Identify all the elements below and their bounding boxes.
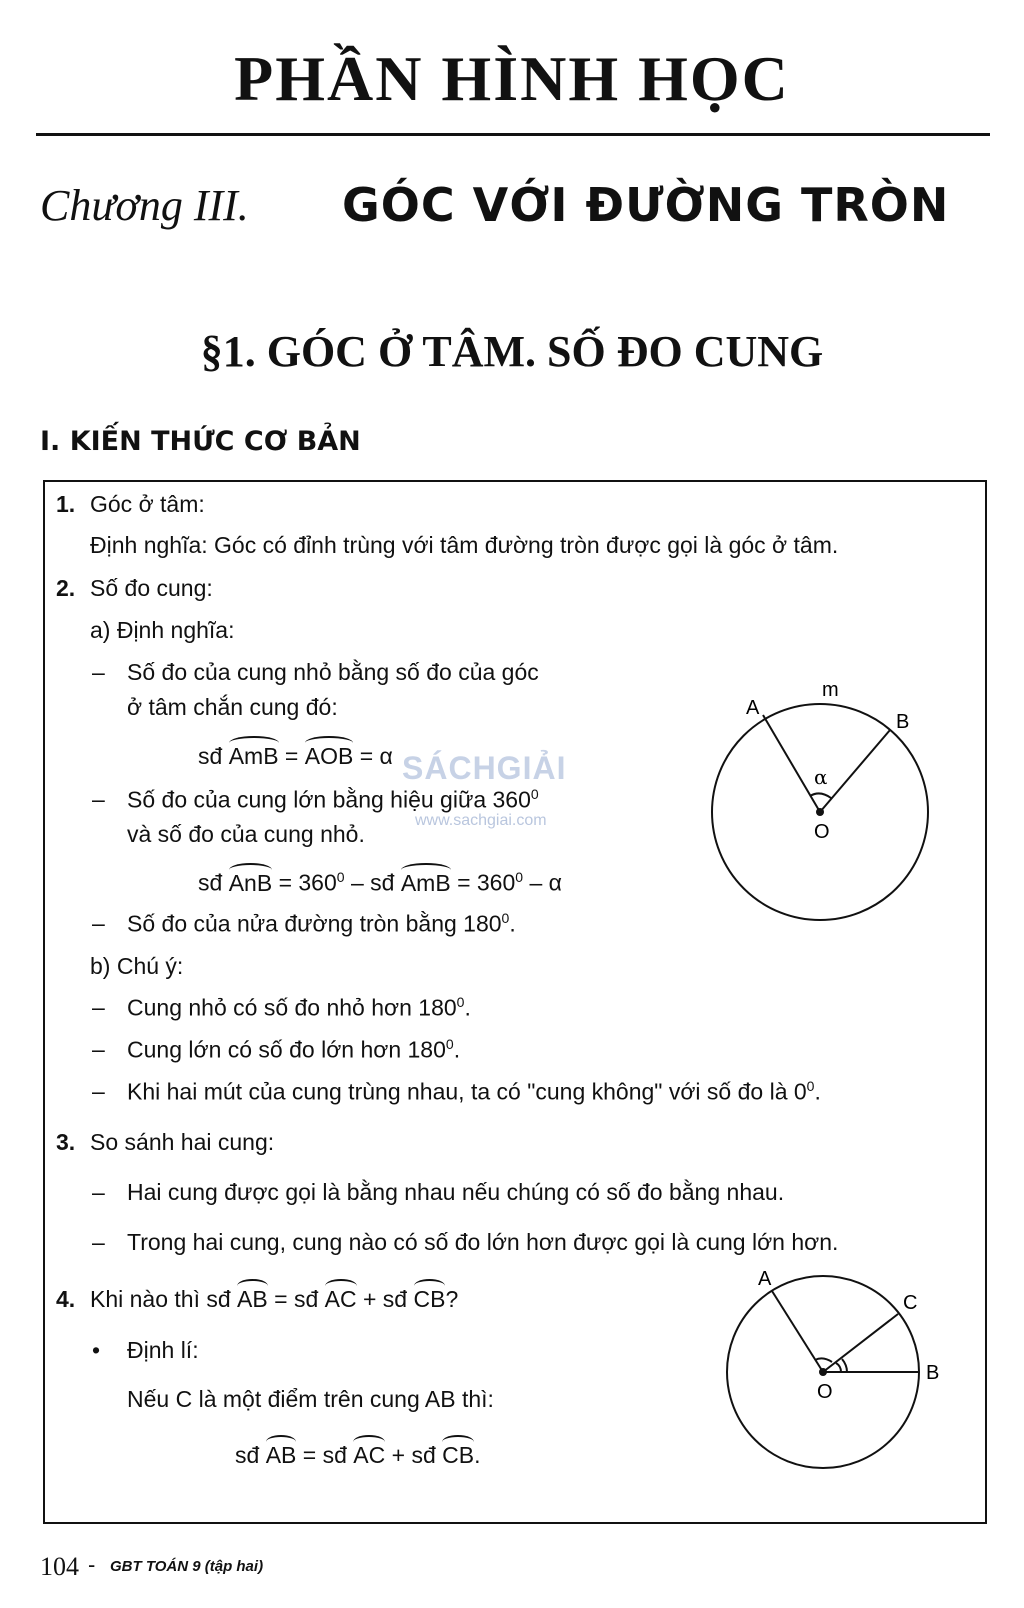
item4-question bbox=[90, 1286, 458, 1313]
item2-a2-text: Số đo của cung lớn bằng hiệu giữa 360 bbox=[127, 786, 531, 813]
sub-heading: I. KIẾN THỨC CƠ BẢN bbox=[40, 426, 361, 457]
theorem-plus: + sđ bbox=[391, 1442, 436, 1468]
degree-sup: 0 bbox=[445, 1036, 454, 1052]
dash: – bbox=[92, 786, 105, 812]
formula2-mid: = 360 bbox=[278, 869, 337, 896]
theorem-end: . bbox=[474, 1442, 481, 1468]
dash: – bbox=[92, 1036, 105, 1062]
formula2-alpha: – α bbox=[523, 869, 562, 896]
formula1-eq2: = α bbox=[359, 743, 393, 769]
radius-oa bbox=[763, 715, 820, 812]
figure-central-angle bbox=[700, 670, 950, 930]
item4-q-mid: = sđ bbox=[274, 1286, 319, 1312]
center-point bbox=[816, 808, 824, 816]
arc-ac: AC bbox=[324, 1286, 357, 1312]
item1-number: 1. bbox=[56, 491, 76, 517]
item3-c1: Hai cung được gọi là bằng nhau nếu chúng có số đo bằng nhau. bbox=[127, 1179, 785, 1205]
angle-mark-cob-1 bbox=[836, 1363, 841, 1372]
label-o: O bbox=[814, 821, 830, 843]
label-alpha: α bbox=[814, 765, 828, 789]
dash: – bbox=[92, 1179, 105, 1205]
label-c: C bbox=[903, 1292, 918, 1314]
part-title: PHẦN HÌNH HỌC bbox=[234, 43, 790, 114]
item2-b1-text: Cung nhỏ có số đo nhỏ hơn 180 bbox=[127, 994, 457, 1021]
dash: – bbox=[92, 659, 105, 685]
label-a: A bbox=[746, 697, 760, 719]
angle-mark-cob-2 bbox=[842, 1359, 847, 1372]
item4-q-plus: + sđ bbox=[362, 1286, 408, 1312]
arc-cb: CB bbox=[413, 1286, 446, 1312]
item1-title: Góc ở tâm: bbox=[90, 491, 205, 517]
page-number: 104 bbox=[40, 1552, 79, 1581]
watermark-url: www.sachgiai.com bbox=[415, 812, 547, 829]
dash: – bbox=[92, 1229, 105, 1255]
item3-title: So sánh hai cung: bbox=[90, 1129, 275, 1155]
degree-sup: 0 bbox=[515, 869, 524, 885]
formula2-end: = 360 bbox=[457, 869, 516, 896]
center-point-2 bbox=[819, 1368, 827, 1376]
item4-q-end: ? bbox=[445, 1286, 459, 1312]
item2-a1-line1: Số đo của cung nhỏ bằng số đo của góc bbox=[127, 659, 539, 685]
arc-ac-2: AC bbox=[353, 1442, 386, 1468]
theorem-formula bbox=[235, 1442, 480, 1469]
arc-anb: AnB bbox=[228, 869, 273, 896]
item2-a2-line2: và số đo của cung nhỏ. bbox=[127, 821, 365, 847]
chapter-title: GÓC VỚI ĐƯỜNG TRÒN bbox=[342, 178, 950, 232]
formula2 bbox=[198, 869, 562, 897]
formula1 bbox=[198, 743, 393, 770]
theorem-sd: sđ bbox=[235, 1442, 260, 1468]
item2-b3-text: Khi hai mút của cung trùng nhau, ta có "cung không" với số đo là 0 bbox=[127, 1078, 807, 1105]
theorem-mid: = sđ bbox=[302, 1442, 347, 1468]
radius-oc bbox=[823, 1314, 898, 1372]
chapter-label: Chương III. bbox=[40, 181, 249, 230]
item2-b2-text: Cung lớn có số đo lớn hơn 180 bbox=[127, 1036, 446, 1063]
item3-c2: Trong hai cung, cung nào có số đo lớn hơn được gọi là cung lớn hơn. bbox=[127, 1229, 839, 1255]
arc-cb-2: CB bbox=[442, 1442, 475, 1468]
bullet: • bbox=[92, 1337, 101, 1363]
label-b-2: B bbox=[926, 1362, 940, 1384]
degree-sup: 0 bbox=[501, 910, 510, 926]
item2-b2: Cung lớn có số đo lớn hơn $180^0$. bbox=[127, 1036, 461, 1063]
radius-ob bbox=[820, 730, 890, 812]
item2-a-label: a) Định nghĩa: bbox=[90, 617, 235, 643]
item2-b1: Cung nhỏ có số đo nhỏ hơn $180^0$. bbox=[127, 994, 471, 1021]
item1-definition: Định nghĩa: Góc có đỉnh trùng với tâm đường tròn được gọi là góc ở tâm. bbox=[90, 532, 839, 558]
degree-sup: 0 bbox=[456, 994, 465, 1010]
item4-q-pre: Khi nào thì sđ bbox=[90, 1286, 231, 1312]
formula2-minus: – sđ bbox=[344, 869, 395, 896]
arc-ab-2: AB bbox=[265, 1442, 297, 1468]
title-rule bbox=[36, 133, 990, 136]
figure-arc-sum bbox=[710, 1262, 960, 1512]
degree-sup: 0 bbox=[806, 1078, 815, 1094]
degree-sup: 0 bbox=[336, 869, 345, 885]
label-b: B bbox=[896, 711, 910, 733]
degree-sup: 0 bbox=[530, 786, 539, 802]
formula1-sd: sđ bbox=[198, 743, 223, 769]
item2-number: 2. bbox=[56, 575, 76, 601]
formula2-sd: sđ bbox=[198, 869, 223, 896]
item2-a3-text: Số đo của nửa đường tròn bằng 180 bbox=[127, 910, 502, 937]
dash: – bbox=[92, 1078, 105, 1104]
dash: – bbox=[92, 910, 105, 936]
theorem-label: Định lí: bbox=[127, 1337, 199, 1363]
dash: – bbox=[92, 994, 105, 1020]
label-a-2: A bbox=[758, 1268, 772, 1290]
arc-amb: AmB bbox=[228, 743, 279, 769]
item2-title: Số đo cung: bbox=[90, 575, 213, 601]
arc-amb-2: AmB bbox=[400, 869, 451, 896]
item2-b-label: b) Chú ý: bbox=[90, 953, 184, 979]
item3-number: 3. bbox=[56, 1129, 76, 1155]
label-m: m bbox=[822, 679, 839, 701]
formula1-eq1: = bbox=[284, 743, 299, 769]
arc-aob: AOB bbox=[304, 743, 354, 769]
item4-number: 4. bbox=[56, 1286, 76, 1312]
theorem-text: Nếu C là một điểm trên cung AB thì: bbox=[127, 1386, 494, 1412]
book-title: GBT TOÁN 9 (tập hai) bbox=[110, 1558, 264, 1575]
section-title: §1. GÓC Ở TÂM. SỐ ĐO CUNG bbox=[200, 327, 824, 376]
angle-mark bbox=[810, 793, 831, 798]
label-o-2: O bbox=[817, 1381, 833, 1403]
footer-separator: - bbox=[88, 1552, 96, 1577]
item2-b3: Khi hai mút của cung trùng nhau, ta có "cung không" với số đo là $0^0$. bbox=[127, 1078, 821, 1105]
watermark-logo: SÁCHGIẢI bbox=[402, 750, 567, 786]
angle-mark-aoc bbox=[815, 1358, 832, 1362]
arc-ab: AB bbox=[237, 1286, 268, 1312]
item2-a2-line1 bbox=[127, 786, 539, 814]
item2-a3: Số đo của nửa đường tròn bằng $180^0$. bbox=[127, 910, 516, 937]
item2-a1-line2: ở tâm chắn cung đó: bbox=[127, 694, 338, 720]
